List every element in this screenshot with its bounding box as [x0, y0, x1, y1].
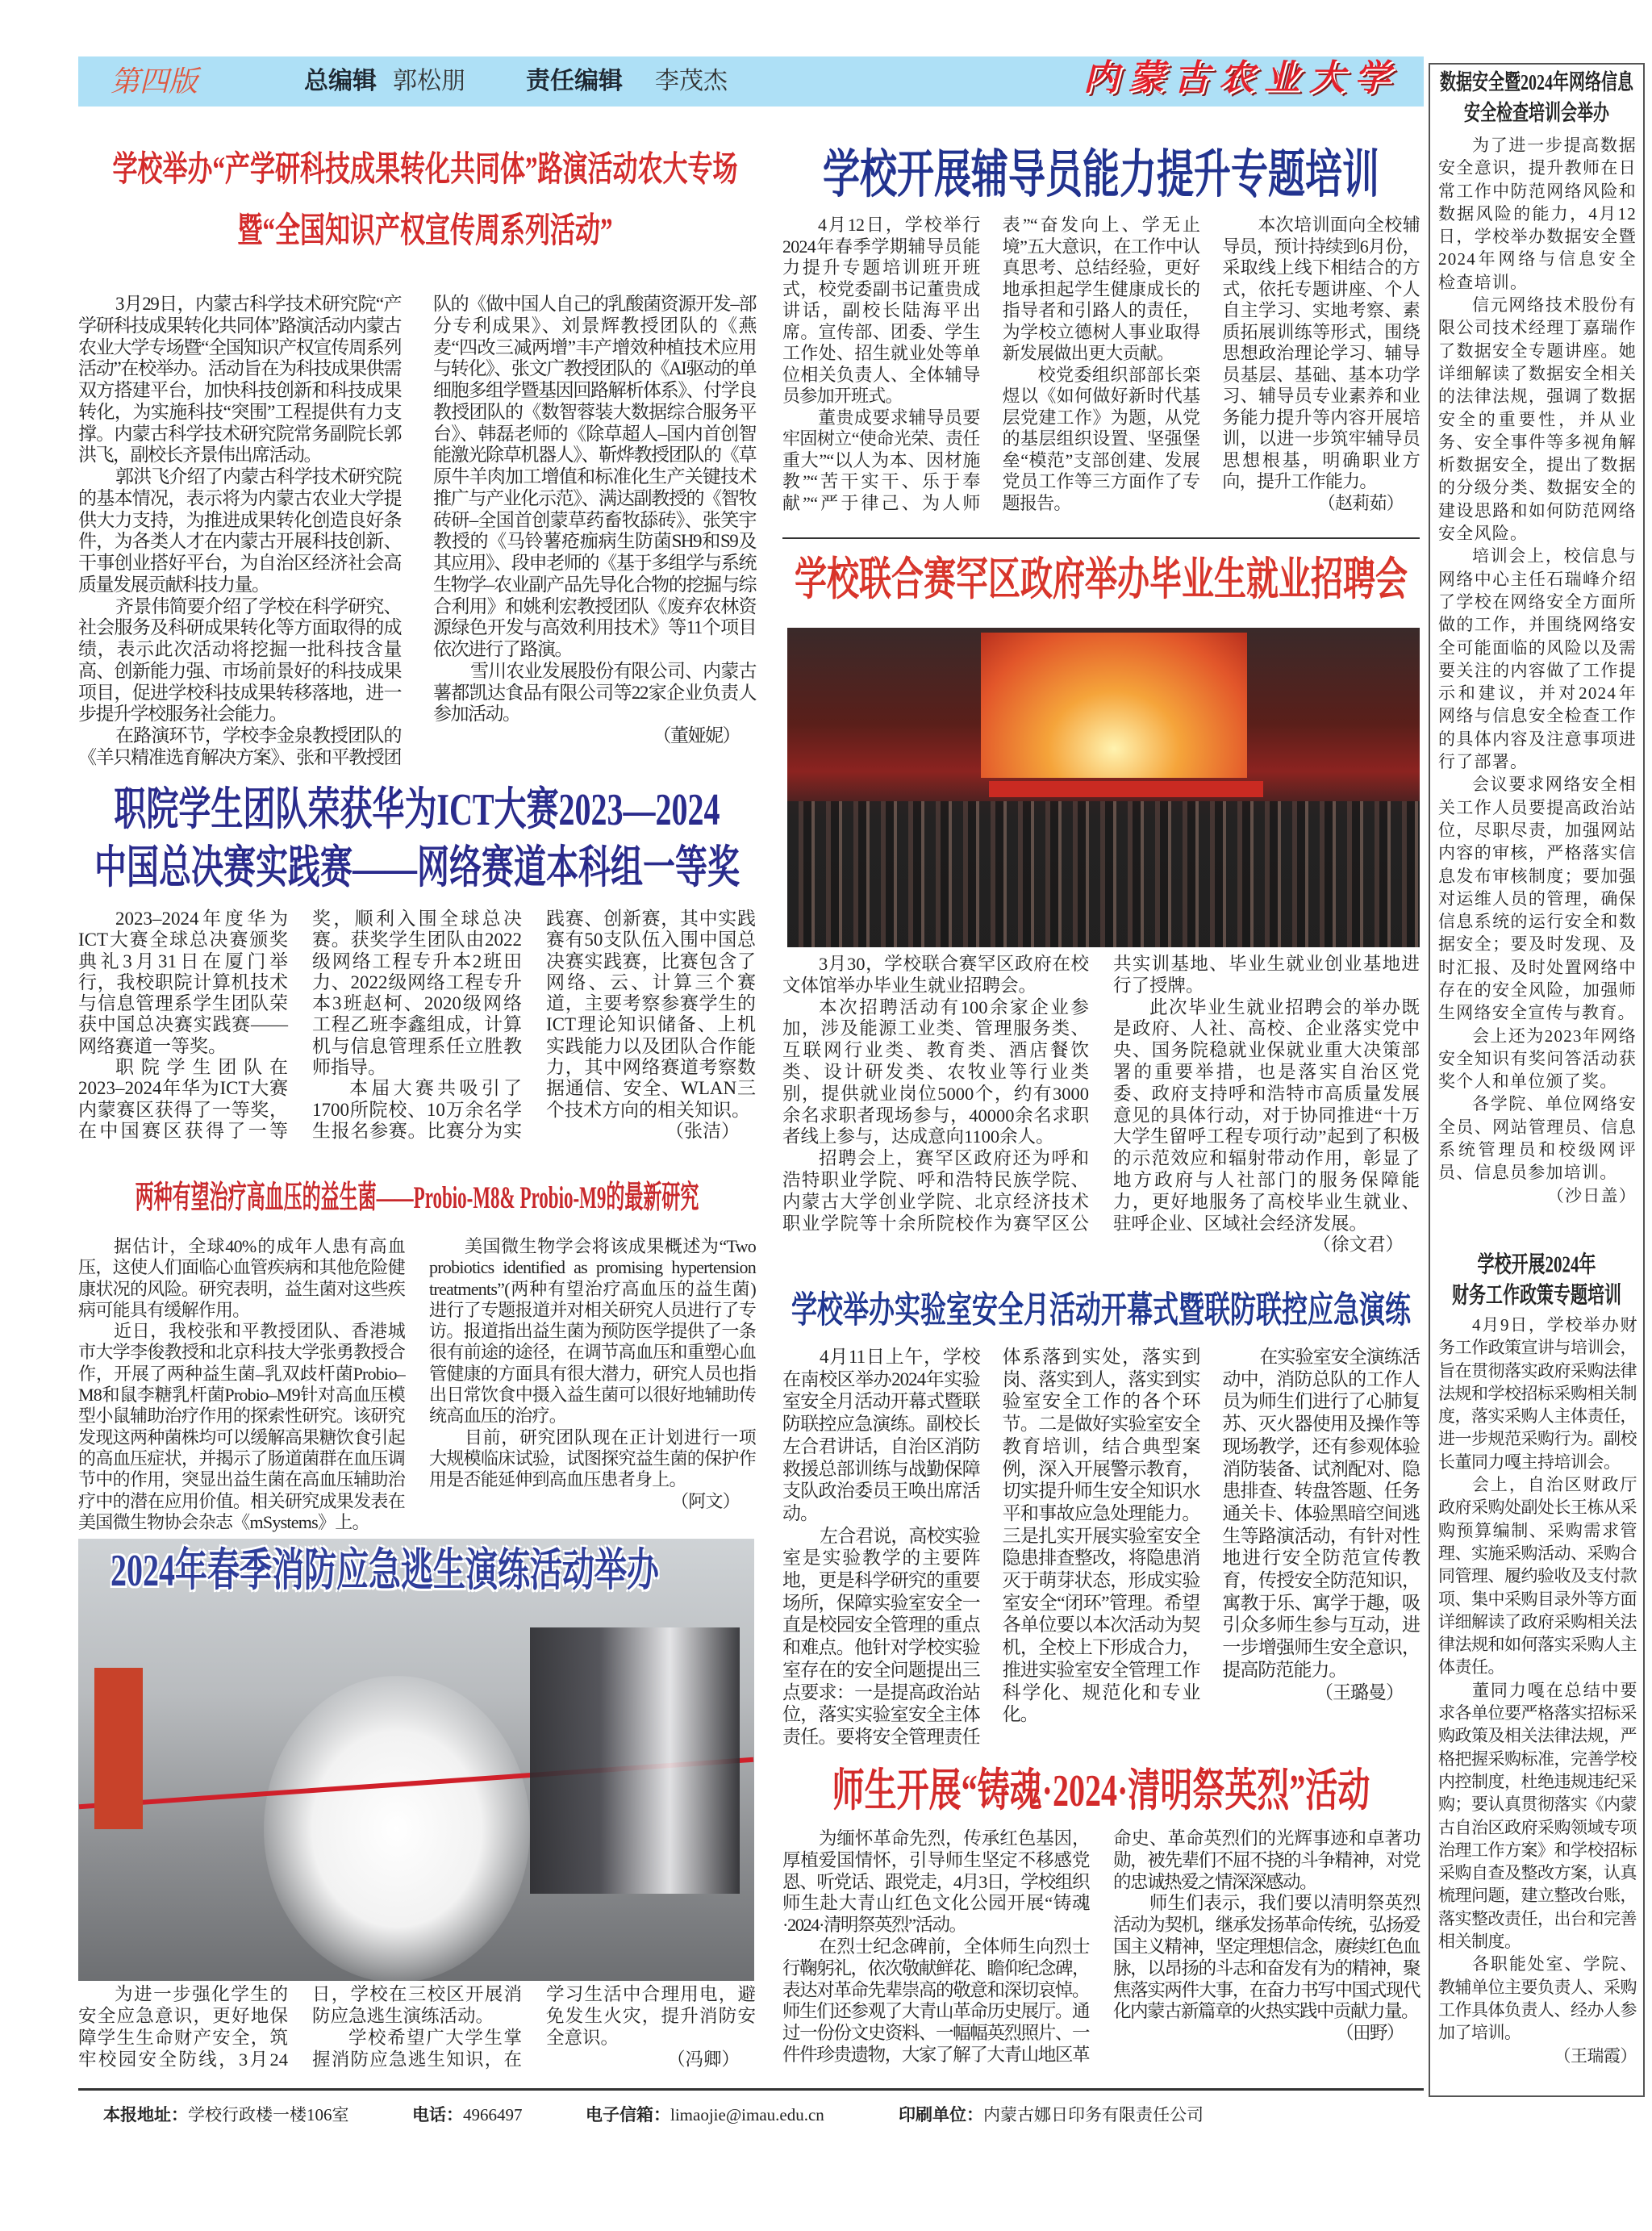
author-byline: （董娅妮） [653, 725, 740, 746]
footer-email [586, 2103, 824, 2128]
article-title-counselor-training[interactable] [782, 147, 1420, 203]
author-byline: （赵莉茹） [1317, 492, 1404, 513]
title-line: 中国总决赛实践赛——网络赛道本科组一等奖 [94, 842, 740, 893]
sidebar-box [1429, 63, 1645, 2097]
paragraph: 4月12日，学校举行2024年春季学期辅导员能力提升专题培训班开班式，校党委副书记董贵成讲话，副校长陆海平出席。宣传部、团委、学生工作处、招生就业处等单位相关负责人、全体辅导员参加开班式。 [782, 215, 980, 406]
author-byline: （阿文） [670, 1490, 740, 1511]
paragraph: 3月29日，内蒙古科学技术研究院“产学研科技成果转化共同体”路演活动内蒙古农业大学专场暨“全国知识产权宣传周系列活动”在校举办。活动旨在为科技成果供需双方搭建平台，加快科技创新和科技成果转化，为实施科技“突围”工程提供有力支撑。内蒙古科学技术研究院常务副院长郭洪飞，副校长齐景伟出席活动。 [78, 294, 401, 466]
author-byline: （冯卿） [666, 2049, 740, 2070]
sidebar-body-data-security [1438, 134, 1637, 1243]
paragraph: 郭洪飞介绍了内蒙古科学技术研究院的基本情况，表示将为内蒙古农业大学提供大力支持，为推进成果转化创造良好条件，为各类人才在内蒙古开展科技创新、干事创业搭好平台，为自治区经济社会高质量发展贡献科技力量。 [78, 466, 401, 595]
masthead-university-name: 内蒙古农业大学 [1083, 58, 1400, 98]
chief-editor-name: 郭松朋 [393, 68, 465, 94]
title-line: 学校举办实验室安全月活动开幕式暨联防联控应急演练 [791, 1289, 1411, 1331]
paragraph: 本次招聘活动有100余家企业参加，涉及能源工业类、管理服务类、互联网行业类、教育类、酒店餐饮类、设计研发类、农牧业等行业类别，提供就业岗位5000个，约有3000余名求职者现场参与，40000余名求职者线上参与，达成意向1100余人。 [782, 996, 1089, 1147]
title-line: 学校开展辅导员能力提升专题培训 [823, 145, 1379, 203]
paragraph: 培训会上，校信息与网络中心主任石瑞峰介绍了学校在网络安全方面所做的工作，并围绕网络安全可能面临的风险以及需要关注的内容做了工作提示和建议，并对2024年网络与信息安全检查工作的具体内容及注意事项进行了部署。 [1438, 546, 1637, 772]
chief-editor-label: 总编辑 [304, 68, 377, 94]
duty-editor-label: 责任编辑 [526, 68, 623, 94]
paragraph: 4月11日上午，学校在南校区举办2024年实验室安全月活动开幕式暨联防联控应急演练。副校长左合君讲话，自治区消防救援总部训练与战勤保障支队政治委员王唤出席活动。 [782, 1347, 980, 1523]
paragraph: 3月30，学校联合赛罕区政府在校文体馆举办毕业生就业招聘会。 [782, 954, 1089, 996]
email-link[interactable]: limaojie@imau.edu.cn [670, 2105, 824, 2124]
printer-value: 内蒙古娜日印务有限责任公司 [983, 2105, 1204, 2124]
paragraph: 会上，自治区财政厅政府采购处副处长王栋从采购预算编制、采购需求管理、实施采购活动、采购合同管理、履约验收及支付款项、集中采购目录外等方面详细解读了政府采购相关法律法规和如何落实采购人主体责任。 [1438, 1475, 1637, 1677]
article-body-lab-safety [782, 1346, 1420, 1756]
title-line: 安全检查培训会举办 [1464, 102, 1609, 126]
paragraph: 师生们表示，我们要以清明祭英烈活动为契机，继承发扬革命传统，弘扬爱国主义精神，坚定理想信念，赓续红色血脉，以昂扬的斗志和奋发有为的精神，聚焦落实两件大事，在奋力书写中国式现代化内蒙古新篇章的火热实践中贡献力量。 [1113, 1893, 1420, 2022]
paragraph: 校党委组织部部长栾煜以《如何做好新时代基层党建工作》为题，从党的基层组织设置、坚强堡垒“模范”支部创建、发展党员工作等三方面作了专题报告。 [1002, 364, 1200, 513]
paragraph: 近日，我校张和平教授团队、香港城市大学李俊教授和北京科技大学张勇教授合作，开展了两种益生菌–乳双歧杆菌Probio–M8和鼠李糖乳杆菌Probio–M9针对高血压模型小鼠辅助治疗作用的探索性研究。该研究发现这两种菌株均可以缓解高果糖饮食引起的高血压症状，并揭示了肠道菌群在血压调节中的作用，突显出益生菌在高血压辅助治疗中的潜在应用价值。相关研究成果发表在美国微生物协会杂志《mSystems》上。 [78, 1321, 405, 1532]
phone-label: 电话： [412, 2106, 463, 2124]
author-byline: （王瑞霞） [1554, 2045, 1637, 2066]
paragraph: 在烈士纪念碑前，全体师生向烈士行鞠躬礼，依次敬献鲜花、瞻仰纪念碑，表达对革命先辈崇高的敬意和深切哀悼。师生们还参观了大青山革命历史展厅。通过一份份文史资料、一幅幅英烈照片、一件件珍贵遗物，大家了解了大青山地区革命史、革命英烈们的光辉事迹和卓著功勋，被先辈们不屈不挠的斗争精神，对党的忠诚热爱之情深深感动。 [782, 1828, 1420, 2065]
article-body-ict-award [78, 909, 756, 1147]
title-line: 学校开展2024年 [1477, 1251, 1596, 1278]
author-byline: （沙日盖） [1546, 1185, 1637, 1205]
title-line: 职院学生团队荣获华为ICT大赛2023—2024 [114, 783, 720, 835]
paragraph: 在路演环节，学校李金泉教授团队的《羊只精准选育解决方案》、张和平教授团队的《做中国人自己的乳酸菌资源开发–部分专利成果》、刘景辉教授团队的《燕麦“四改三减两增”丰产增效种植技术应用与转化》、张文广教授团队的《AI驱动的单细胞多组学暨基因回路解析体系》、付学良教授团队的《数智蓉装大数据综合服务平台》、韩磊老师的《除草超人–国内首创智能激光除草机器人》、靳烨教授团队的《草原牛羊肉加工增值和标准化生产关键技术推广与产业化示范》、满达副教授的《智牧砖研–全国首创蒙草药畜牧舔砖》、张笑宇教授的《马铃薯疮痂病生防菌SH9和S9及其应用》、段申老师的《基于多组学与系统生物学–农业副产品先导化合物的挖掘与综合利用》和姚利宏教授团队《废弃农林资源绿色开发与高效利用技术》等11个项目依次进行了路演。 [78, 294, 756, 767]
author-byline: （王璐曼） [1314, 1682, 1404, 1702]
extinguisher-smoke [264, 1676, 530, 1981]
article-body-qingming [782, 1828, 1420, 2083]
author-byline: （田野） [1335, 2023, 1404, 2044]
paragraph: 4月9日，学校举办财务工作政策宣讲与培训会，旨在贯彻落实政府采购法律法规和学校招标采购相关制度，落实采购人主体责任，进一步规范采购行为。副校长董同力嘎主持培训会。 [1438, 1315, 1637, 1472]
paragraph: 信元网络技术股份有限公司技术经理丁嘉瑞作了数据安全专题讲座。她详细解读了数据安全相关的法律法规，强调了数据安全的重要性，并从业务、安全事件等多视角解析数据安全，提出了数据的分级分类、数据安全的建设思路和如何防范网络安全风险。 [1438, 295, 1637, 544]
article-title-research-roadshow[interactable] [78, 139, 772, 261]
printer-label: 印刷单位： [899, 2106, 983, 2124]
title-line: 数据安全暨2024年网络信息 [1440, 71, 1633, 95]
sidebar-body-finance-training [1438, 1314, 1637, 2090]
stage-banner [989, 781, 1263, 797]
title-line: 财务工作政策专题培训 [1452, 1281, 1621, 1309]
stage-screen [981, 633, 1247, 778]
paragraph: 本次培训面向全校辅导员，预计持续到6月份，采取线上线下相结合的方式，依托专题讲座、个人自主学习、实地考察、素质拓展训练等形式，围绕思想政治理论学习、辅导员基层、基础、基本功学习、辅导员专业素养和业务能力提升等内容开展培训，以进一步筑牢辅导员思想根基，明确职业方向，提升工作能力。 [1222, 215, 1420, 491]
footer-printer [899, 2103, 1204, 2128]
article-body-job-fair [782, 954, 1420, 1260]
students [530, 1627, 740, 1894]
article-body-probiotics [78, 1236, 756, 1536]
paragraph: 齐景伟简要介绍了学校在科学研究、社会服务及科研成果转化等方面取得的成绩，表示此次活动将挖掘一批科技含量高、创新能力强、市场前景好的科技成果项目，促进学校科技成果转移落地，进一步提升学校服务社会能力。 [78, 595, 401, 725]
paragraph: 为了进一步提高数据安全意识，提升教师在日常工作中防范网络风险和数据风险的能力，4月12日，学校举办数据安全暨2024年网络与信息安全检查培训。 [1438, 136, 1637, 292]
footer-address [103, 2103, 349, 2128]
paragraph: 2023–2024年度华为ICT大赛全球总决赛颁奖典礼3月31日在厦门举行，我校职院计算机技术与信息管理系学生团队荣获中国总决赛实践赛——网络赛道一等奖。 [78, 909, 288, 1056]
paragraph: 各职能处室、学院、教辅单位主要负责人、采购工作具体负责人、经办人参加了培训。 [1438, 1954, 1637, 2043]
email-label: 电子信箱： [586, 2106, 670, 2124]
paragraph: 目前，研究团队现在正计划进行一项大规模临床试验，试图探究益生菌的保护作用是否能延伸到高血压患者身上。 [429, 1427, 756, 1490]
article-body-fire-drill [78, 1983, 756, 2082]
paragraph: 为缅怀革命先烈，传承红色基因，厚植爱国情怀，引导师生坚定不移感党恩、听党话、跟党走，4月3日，学校组织师生赴大青山红色文化公园开展“铸魂·2024·清明祭英烈”活动。 [782, 1828, 1089, 1936]
title-line: 学校举办“产学研科技成果转化共同体”路演活动农大专场 [112, 148, 738, 189]
title-line: 师生开展“铸魂·2024·清明祭英烈”活动 [832, 1765, 1370, 1816]
paragraph: 此次毕业生就业招聘会的举办既是政府、人社、高校、企业落实党中央、国务院稳就业保就业重大决策部署的重要举措，也是落实自治区党委、政府支持呼和浩特市高质量发展意见的具体行动，对于协同推进“十万大学生留呼工程专项行动”起到了积极的示范效应和辐射带动作用，彰显了地方政府与人社部门的服务保障能力，更好地服务了高校毕业生就业、驻呼企业、区域社会经济发展。 [1113, 996, 1420, 1234]
duty-editor-name: 李茂杰 [655, 68, 728, 94]
sidebar-title-finance-training[interactable] [1430, 1249, 1643, 1310]
article-title-fire-drill[interactable] [78, 1543, 691, 1599]
title-line: 2024年春季消防应急逃生演练活动举办 [111, 1544, 659, 1596]
firefighter [94, 1668, 143, 1829]
paragraph: 会议要求网络安全相关工作人员要提高政治站位，尽职尽责，加强网站内容的审核，严格落实信息发布审核制度；要加强对运维人员的管理，确保信息系统的运行安全和数据安全；要及时发现、及时汇报、及时处置网络中存在的安全风险，加强师生网络安全宣传与教育。 [1438, 775, 1637, 1023]
article-title-probiotics[interactable] [78, 1170, 756, 1226]
article-title-ict-award[interactable] [78, 781, 756, 897]
footer-rule [78, 2088, 1424, 2091]
footer-phone [412, 2103, 523, 2128]
paragraph: 为进一步强化学生的安全应急意识，更好地保障学生生命财产安全，筑牢校园安全防线，3月24日，学校在三校区开展消防应急逃生演练活动。 [78, 1984, 522, 2070]
section-divider [782, 537, 1420, 539]
paragraph: 左合君说，高校实验室是实验教学的主要阵地，更是科学研究的重要场所，保障实验室安全一直是校园安全管理的重点和难点。他针对学校实验室存在的安全问题提出三点要求：一是提高政治站位，落实实验室安全主体责任。要将安全管理责任体系落到实处，落实到岗、落实到人，落实到实验室安全工作的各个环节。二是做好实验室安全教育培训，结合典型案例，深入开展警示教育，切实提升师生安全知识水平和事故应急处理能力。三是扎实开展实验室安全隐患排查整改，将隐患消灭于萌芽状态，形成实验室安全“闭环”管理。希望各单位要以本次活动为契机，全校上下形成合力，推进实验室安全管理工作科学化、规范化和专业化。 [782, 1347, 1200, 1747]
paragraph: 各学院、单位网络安全员、网站管理员、信息系统管理员和校级网评员、信息员参加培训。 [1438, 1094, 1637, 1183]
paragraph: 董同力嘎在总结中要求各单位要严格落实招标采购政策及相关法律法规，严格把握采购标准，完善学校内控制度，杜绝违规违纪采购；要认真贯彻落实《内蒙古自治区政府采购领域专项治理工作方案》和学校招标采购自查及整改方案，认真梳理问题，建立整改台账，落实整改责任，出台和完善相关制度。 [1438, 1680, 1637, 1952]
paragraph: 据估计，全球40%的成年人患有高血压，这使人们面临心血管疾病和其他危险健康状况的风险。研究表明，益生菌对这些疾病可能具有缓解作用。 [78, 1236, 405, 1320]
paragraph: 本届大赛共吸引了1700所院校、10万余名学生报名参赛。比赛分为实践赛、创新赛，其中实践赛有50支队伍入围中国总决赛实践赛，比赛包含了网络、云、计算三个赛道，主要考察参赛学生的ICT理论知识储备、上机实践能力以及团队合作能力，其中网络赛道考察数据通信、安全、WLAN三个技术方向的相关知识。 [312, 909, 756, 1141]
author-byline: （徐文君） [1312, 1235, 1404, 1255]
address-label: 本报地址： [103, 2106, 188, 2124]
article-title-lab-safety[interactable] [782, 1281, 1420, 1338]
job-fair-photo [787, 628, 1420, 947]
title-line: 学校联合赛罕区政府举办毕业生就业招聘会 [795, 554, 1408, 605]
article-body-counselor-training [782, 215, 1420, 534]
paragraph: 在实验室安全演练活动中，消防总队的工作人员为师生们进行了心肺复苏、灭火器使用及操作等现场教学，还有参观体验消防装备、试剂配对、隐患排查、转盘答题、任务通关卡、体验黑暗空间逃生等路演活动，有针对性地进行安全防范宣传教育，传授安全防范知识，寓教于乐、寓学于趣，吸引众多师生参与互动，进一步增强师生安全意识，提高防范能力。 [1222, 1347, 1420, 1680]
page-header-bar [78, 56, 1424, 107]
paragraph: 职院学生团队在2023–2024年华为ICT大赛内蒙赛区获得了一等奖，在中国赛区获得了一等奖，顺利入围全球总决赛。获奖学生团队由2022级网络工程专升本2班田力、2022级网络工程专升本3班赵柯、2020级网络工程乙班李鑫组成，计算机与信息管理系任立胜教师指导。 [78, 909, 522, 1141]
article-body-research-roadshow [78, 294, 756, 770]
paragraph: 董贵成要求辅导员要牢固树立“使命光荣、责任重大”“以人为本、因材施教”“苦干实干、乐于奉献”“严于律己、为人师表”“奋发向上、学无止境”五大意识，在工作中认真思考、总结经验，更好地承担起学生健康成长的指导者和引路人的责任，为学校立德树人事业取得新发展做出更大贡献。 [782, 215, 1200, 513]
title-line: 两种有望治疗高血压的益生菌——Probio-M8& Probio-M9的最新研究 [135, 1180, 699, 1215]
edition-label: 第四版 [111, 65, 198, 98]
paragraph: 雪川农业发展股份有限公司、内蒙古薯都凯达食品有限公司等22家企业负责人参加活动。 [433, 660, 756, 725]
paragraph: 会上还为2023年网络安全知识有奖问答活动获奖个人和单位颁了奖。 [1438, 1026, 1637, 1092]
address-value: 学校行政楼一楼106室 [188, 2105, 349, 2124]
paragraph: 学校希望广大学生掌握消防应急逃生知识，在学习生活中合理用电，避免发生火灾，提升消防安全意识。 [312, 1984, 756, 2070]
paragraph: 美国微生物学会将该成果概述为“Two probiotics identified as promising hypertension treatments”(两种有望治疗高血压的益生菌) 进行了专题报道并对相关研究人员进行了专访。报道指出益生菌为预防医学提供了一条很有前途的途径，在调节高血压和重塑心血管健康的方面具有很大潜力，研究人员也指出日常饮食中摄入益生菌可以很好地辅助传统高血压的治疗。 [429, 1236, 756, 1427]
phone-value: 4966497 [463, 2105, 523, 2124]
author-byline: （张洁） [665, 1120, 740, 1141]
article-title-job-fair[interactable] [782, 552, 1420, 608]
sidebar-title-data-security[interactable] [1430, 68, 1643, 129]
paragraph: 招聘会上，赛罕区政府还为呼和浩特职业学院、呼和浩特民族学院、内蒙古大学创业学院、北京经济技术职业学院等十余所院校作为赛罕区公共实训基地、毕业生就业创业基地进行了授牌。 [782, 954, 1420, 1234]
title-line: 暨“全国知识产权宣传周系列活动” [237, 210, 613, 250]
article-title-qingming[interactable] [782, 1762, 1420, 1820]
crowd [787, 801, 1420, 947]
